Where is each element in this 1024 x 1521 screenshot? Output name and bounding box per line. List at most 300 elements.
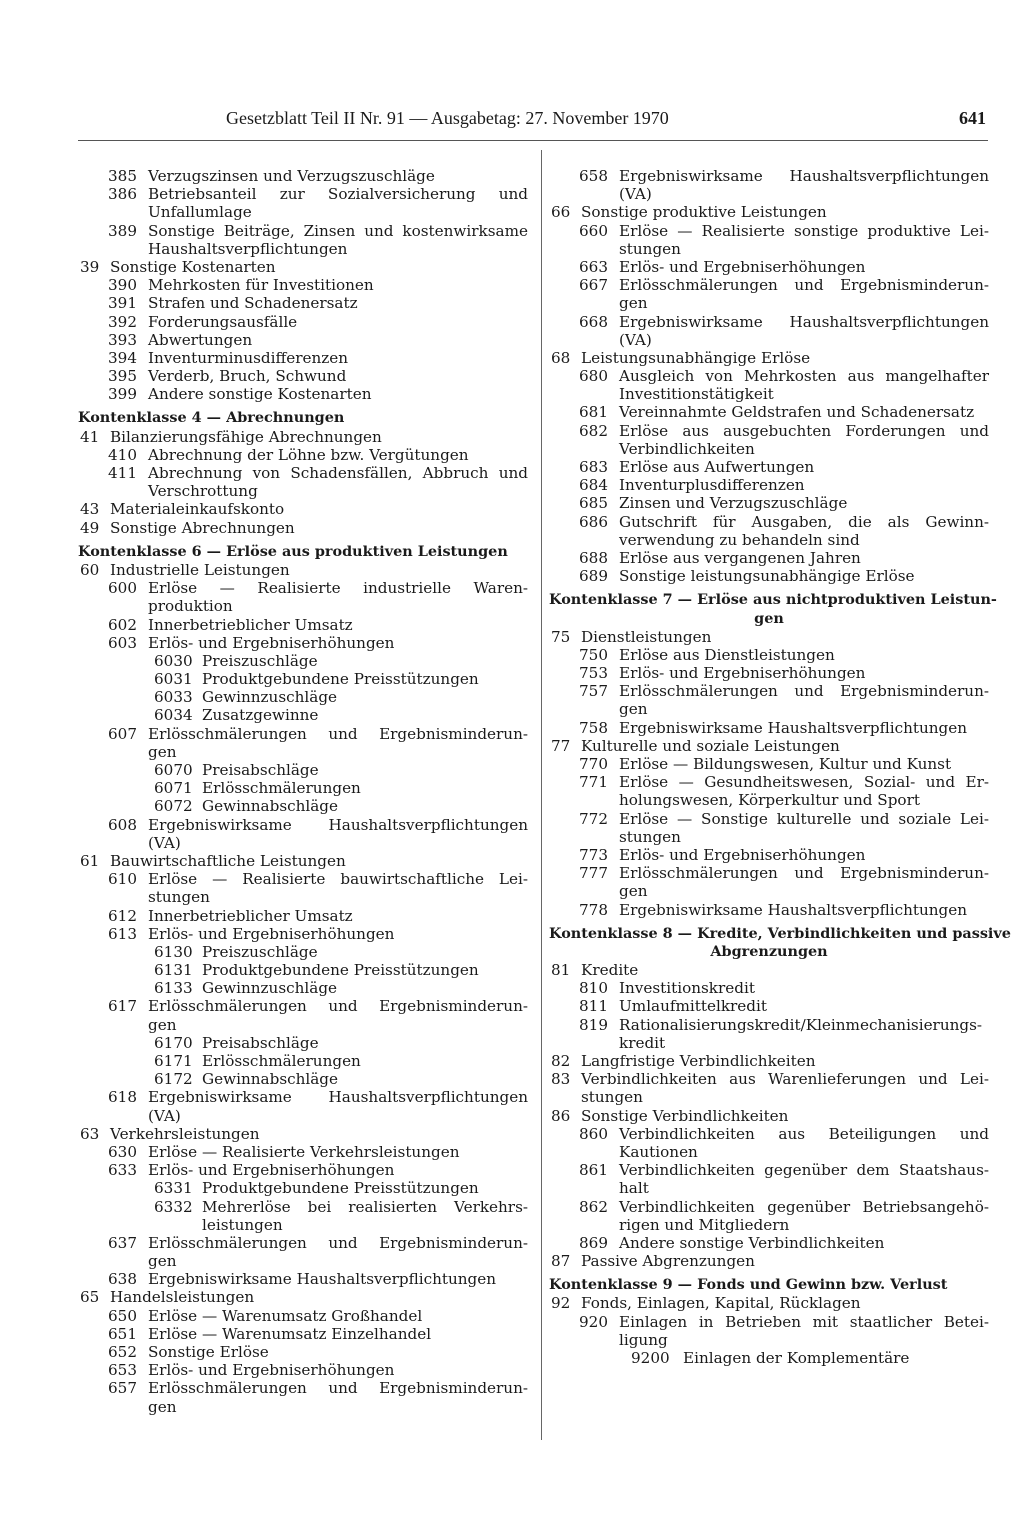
account-entry-continuation bbox=[78, 1107, 528, 1125]
account-label: Sonstige Beiträge, Zinsen und kostenwirksame bbox=[148, 221, 528, 240]
account-label: Ergebniswirksame Haushaltsverpflichtungen bbox=[148, 1270, 497, 1289]
account-label: Produktgebundene Preisstützungen bbox=[202, 670, 479, 689]
account-entry bbox=[78, 222, 528, 240]
account-number: 684 bbox=[579, 476, 608, 495]
account-number: 617 bbox=[108, 997, 137, 1016]
account-entry-continuation bbox=[78, 834, 528, 852]
account-number: 65 bbox=[80, 1288, 100, 1307]
account-number: 389 bbox=[108, 221, 137, 240]
account-label: Erlöse aus Aufwertungen bbox=[619, 458, 815, 476]
account-entry-continuation bbox=[549, 240, 989, 258]
account-label: (VA) bbox=[619, 330, 652, 349]
account-number: 6332 bbox=[154, 1197, 193, 1216]
account-label: Andere sonstige Verbindlichkeiten bbox=[619, 1233, 885, 1252]
account-entry bbox=[78, 276, 528, 294]
account-entry bbox=[549, 1016, 989, 1034]
account-label: Gewinnabschläge bbox=[202, 1070, 339, 1089]
account-label: Abwertungen bbox=[148, 330, 253, 349]
account-label: Erlöse — Realisierte industrielle Waren- bbox=[148, 579, 528, 598]
account-number: 610 bbox=[108, 870, 137, 889]
account-label: Preiszuschläge bbox=[202, 942, 318, 961]
account-label: Ergebniswirksame Haushaltsverpflichtungen bbox=[619, 718, 968, 737]
account-label: Verschrottung bbox=[148, 482, 258, 501]
account-entry bbox=[78, 1161, 528, 1179]
account-number: 6171 bbox=[154, 1052, 193, 1070]
account-label: Dienstleistungen bbox=[581, 627, 712, 646]
account-entry bbox=[78, 652, 528, 670]
account-number: 920 bbox=[579, 1312, 608, 1331]
account-entry bbox=[549, 403, 989, 421]
account-label: Vereinnahmte Geldstrafen und Schadenersatz bbox=[619, 403, 975, 422]
account-entry bbox=[78, 1379, 528, 1397]
account-label: Erlös- und Ergebniserhöhungen bbox=[148, 633, 395, 652]
account-entry bbox=[78, 706, 528, 724]
account-entry bbox=[78, 1052, 528, 1070]
account-label: Umlaufmittelkredit bbox=[619, 997, 767, 1016]
account-entry bbox=[549, 1349, 989, 1367]
account-label: Erlös- und Ergebniserhöhungen bbox=[148, 924, 395, 943]
account-label: Mehrkosten für Investitionen bbox=[148, 276, 374, 295]
account-entry-continuation bbox=[549, 331, 989, 349]
right-column bbox=[549, 167, 1011, 1367]
account-number: 652 bbox=[108, 1343, 137, 1361]
account-number: 392 bbox=[108, 312, 137, 331]
heading-text: Kontenklasse 8 — Kredite, Verbindlichkeiten und passive bbox=[549, 924, 1011, 942]
account-label: Passive Abgrenzungen bbox=[581, 1252, 755, 1271]
heading-text: Kontenklasse 4 — Abrechnungen bbox=[78, 409, 345, 427]
account-entry-continuation bbox=[78, 203, 528, 221]
account-number: 81 bbox=[551, 961, 571, 980]
account-entry bbox=[78, 1198, 528, 1216]
account-label: Haushaltsverpflichtungen bbox=[148, 239, 348, 258]
account-number: 82 bbox=[551, 1052, 571, 1070]
account-number: 411 bbox=[108, 464, 137, 482]
heading-text: Abgrenzungen bbox=[710, 942, 828, 960]
account-number: 633 bbox=[108, 1161, 137, 1180]
account-label: Unfallumlage bbox=[148, 203, 252, 222]
account-label: Abrechnung von Schadensfällen, Abbruch und bbox=[148, 464, 528, 482]
header-title: Gesetzblatt Teil II Nr. 91 — Ausgabetag: 27. November 1970 bbox=[226, 108, 669, 128]
account-entry bbox=[78, 1307, 528, 1325]
account-number: 6170 bbox=[154, 1033, 193, 1052]
account-label: Erlöse — Sonstige kulturelle und soziale Lei- bbox=[619, 809, 989, 828]
account-label: Gutschrift für Ausgaben, die als Gewinn- bbox=[619, 512, 989, 531]
account-number: 778 bbox=[579, 900, 608, 919]
account-number: 650 bbox=[108, 1306, 137, 1325]
account-entry bbox=[549, 664, 989, 682]
account-entry bbox=[78, 331, 528, 349]
account-number: 753 bbox=[579, 664, 608, 683]
account-label: Strafen und Schadenersatz bbox=[148, 294, 358, 313]
account-label: Erlösschmälerungen und Ergebnisminderun- bbox=[148, 1379, 528, 1398]
account-number: 862 bbox=[579, 1197, 608, 1216]
account-entry bbox=[549, 773, 989, 791]
account-number: 681 bbox=[579, 403, 608, 422]
account-label: Gewinnzuschläge bbox=[202, 688, 338, 707]
account-entry bbox=[78, 1070, 528, 1088]
account-label: Erlösschmälerungen und Ergebnisminderun- bbox=[619, 682, 989, 701]
account-entry bbox=[78, 1270, 528, 1288]
account-number: 689 bbox=[579, 567, 608, 586]
account-label: Betriebsanteil zur Sozialversicherung und bbox=[148, 185, 528, 204]
account-entry bbox=[549, 567, 989, 585]
account-number: 777 bbox=[579, 864, 608, 883]
account-entry bbox=[549, 979, 989, 997]
account-label: Bauwirtschaftliche Leistungen bbox=[110, 851, 346, 870]
account-number: 75 bbox=[551, 627, 571, 646]
account-label: gen bbox=[148, 1397, 177, 1416]
account-label: Sonstige Verbindlichkeiten bbox=[581, 1106, 789, 1125]
account-entry bbox=[78, 313, 528, 331]
account-label: Industrielle Leistungen bbox=[110, 560, 290, 579]
heading-text: Kontenklasse 6 — Erlöse aus produktiven Leistungen bbox=[78, 542, 508, 560]
account-entry bbox=[78, 561, 528, 579]
account-number: 663 bbox=[579, 257, 608, 276]
account-entry bbox=[549, 1252, 989, 1270]
account-entry bbox=[549, 167, 989, 185]
account-label: Verkehrsleistungen bbox=[110, 1124, 260, 1143]
account-number: 683 bbox=[579, 458, 608, 476]
section-heading bbox=[549, 943, 989, 961]
account-number: 608 bbox=[108, 815, 137, 834]
account-entry-continuation bbox=[549, 294, 989, 312]
account-label: Erlösschmälerungen bbox=[202, 1052, 361, 1070]
account-entry-continuation bbox=[549, 185, 989, 203]
account-label: stungen bbox=[619, 827, 681, 846]
account-entry bbox=[549, 258, 989, 276]
account-number: 685 bbox=[579, 494, 608, 513]
account-label: Einlagen in Betrieben mit staatlicher Betei- bbox=[619, 1312, 989, 1331]
account-label: stungen bbox=[581, 1088, 643, 1107]
account-entry bbox=[78, 385, 528, 403]
account-number: 772 bbox=[579, 809, 608, 828]
account-number: 6331 bbox=[154, 1179, 193, 1198]
account-label: Innerbetrieblicher Umsatz bbox=[148, 615, 353, 634]
account-label: stungen bbox=[619, 239, 681, 258]
account-number: 393 bbox=[108, 330, 137, 349]
heading-text: Kontenklasse 9 — Fonds und Gewinn bzw. Verlust bbox=[549, 1276, 948, 1294]
account-entry-continuation bbox=[549, 1143, 989, 1161]
account-number: 860 bbox=[579, 1124, 608, 1143]
account-entry bbox=[549, 846, 989, 864]
account-entry bbox=[78, 1179, 528, 1197]
account-number: 6071 bbox=[154, 779, 193, 798]
account-label: Erlös- und Ergebniserhöhungen bbox=[148, 1161, 395, 1180]
account-entry bbox=[78, 185, 528, 203]
account-number: 861 bbox=[579, 1161, 608, 1180]
account-entry bbox=[549, 682, 989, 700]
account-label: Ergebniswirksame Haushaltsverpflichtungen bbox=[619, 900, 968, 919]
account-number: 92 bbox=[551, 1294, 571, 1313]
account-entry-continuation bbox=[549, 828, 989, 846]
account-label: verwendung zu behandeln sind bbox=[619, 530, 860, 549]
account-label: Zinsen und Verzugszuschläge bbox=[619, 494, 848, 513]
account-entry bbox=[549, 276, 989, 294]
account-entry bbox=[549, 901, 989, 919]
account-number: 651 bbox=[108, 1324, 137, 1343]
account-entry-continuation bbox=[78, 1216, 528, 1234]
account-number: 83 bbox=[551, 1070, 571, 1089]
account-entry bbox=[78, 1143, 528, 1161]
account-number: 680 bbox=[579, 367, 608, 386]
account-entry bbox=[78, 1288, 528, 1306]
account-number: 757 bbox=[579, 682, 608, 701]
page-number: 641 bbox=[959, 108, 986, 128]
account-label: Erlöse — Realisierte bauwirtschaftliche Lei- bbox=[148, 870, 528, 889]
section-heading bbox=[549, 610, 989, 628]
account-number: 603 bbox=[108, 633, 137, 652]
section-heading bbox=[549, 924, 1011, 943]
page-header bbox=[226, 108, 986, 136]
account-entry-continuation bbox=[549, 440, 989, 458]
account-number: 399 bbox=[108, 385, 137, 404]
account-number: 682 bbox=[579, 421, 608, 440]
account-label: Ergebniswirksame Haushaltsverpflichtungen bbox=[619, 312, 989, 331]
account-label: Handelsleistungen bbox=[110, 1288, 255, 1307]
account-entry bbox=[78, 852, 528, 870]
account-entry bbox=[549, 1234, 989, 1252]
account-entry bbox=[549, 549, 989, 567]
account-label: ligung bbox=[619, 1330, 668, 1349]
account-label: Fonds, Einlagen, Kapital, Rücklagen bbox=[581, 1294, 861, 1313]
account-label: Verbindlichkeiten aus Beteiligungen und bbox=[619, 1124, 989, 1143]
section-heading bbox=[549, 591, 997, 609]
section-heading bbox=[549, 1276, 989, 1294]
account-entry bbox=[78, 1325, 528, 1343]
account-number: 869 bbox=[579, 1233, 608, 1252]
account-number: 773 bbox=[579, 845, 608, 864]
account-entry bbox=[78, 925, 528, 943]
account-number: 43 bbox=[80, 500, 100, 519]
account-number: 6172 bbox=[154, 1070, 193, 1089]
account-entry bbox=[549, 1070, 989, 1088]
account-number: 87 bbox=[551, 1252, 571, 1271]
account-label: Gewinnzuschläge bbox=[202, 979, 338, 998]
account-entry bbox=[549, 1125, 989, 1143]
account-number: 688 bbox=[579, 548, 608, 567]
account-entry bbox=[78, 797, 528, 815]
header-rule bbox=[78, 140, 988, 141]
section-heading bbox=[78, 543, 528, 561]
account-label: Sonstige Abrechnungen bbox=[110, 518, 295, 537]
account-label: (VA) bbox=[619, 185, 652, 204]
account-entry-continuation bbox=[549, 1179, 989, 1197]
column-separator bbox=[541, 150, 542, 1440]
account-entry bbox=[549, 997, 989, 1015]
account-label: Innerbetrieblicher Umsatz bbox=[148, 906, 353, 925]
account-entry-continuation bbox=[549, 385, 989, 403]
account-label: Leistungsunabhängige Erlöse bbox=[581, 348, 811, 367]
account-entry bbox=[78, 634, 528, 652]
account-entry bbox=[549, 222, 989, 240]
account-label: Preiszuschläge bbox=[202, 651, 318, 670]
account-number: 750 bbox=[579, 645, 608, 664]
account-label: produktion bbox=[148, 597, 233, 616]
account-label: Erlösschmälerungen bbox=[202, 779, 361, 798]
account-number: 758 bbox=[579, 718, 608, 737]
account-label: Ausgleich von Mehrkosten aus mangelhafter bbox=[619, 367, 989, 386]
account-label: stungen bbox=[148, 888, 210, 907]
account-entry-continuation bbox=[549, 1216, 989, 1234]
account-number: 63 bbox=[80, 1124, 100, 1143]
account-number: 600 bbox=[108, 579, 137, 598]
account-label: Sonstige produktive Leistungen bbox=[581, 203, 827, 222]
account-entry bbox=[78, 500, 528, 518]
account-number: 68 bbox=[551, 348, 571, 367]
account-label: halt bbox=[619, 1179, 649, 1198]
account-label: Kulturelle und soziale Leistungen bbox=[581, 736, 840, 755]
account-label: Verbindlichkeiten gegenüber dem Staatshaus- bbox=[619, 1161, 989, 1180]
account-label: Erlös- und Ergebniserhöhungen bbox=[619, 845, 866, 864]
account-number: 602 bbox=[108, 615, 137, 634]
account-entry bbox=[549, 1161, 989, 1179]
account-entry-continuation bbox=[78, 1016, 528, 1034]
account-entry-continuation bbox=[549, 1034, 989, 1052]
account-entry-continuation bbox=[549, 1088, 989, 1106]
account-entry-continuation bbox=[549, 531, 989, 549]
account-number: 686 bbox=[579, 512, 608, 531]
account-entry bbox=[549, 737, 989, 755]
account-entry bbox=[78, 579, 528, 597]
account-label: gen bbox=[148, 1015, 177, 1034]
account-label: Bilanzierungsfähige Abrechnungen bbox=[110, 427, 382, 446]
account-number: 6130 bbox=[154, 942, 193, 961]
account-label: leistungen bbox=[202, 1215, 283, 1234]
section-heading bbox=[78, 409, 528, 427]
account-entry bbox=[78, 294, 528, 312]
account-number: 39 bbox=[80, 257, 100, 276]
account-label: (VA) bbox=[148, 1106, 181, 1125]
account-number: 667 bbox=[579, 276, 608, 295]
account-entry bbox=[78, 258, 528, 276]
account-number: 653 bbox=[108, 1361, 137, 1380]
account-entry bbox=[78, 616, 528, 634]
account-entry bbox=[78, 464, 528, 482]
account-number: 819 bbox=[579, 1015, 608, 1034]
account-number: 638 bbox=[108, 1270, 137, 1289]
account-entry bbox=[78, 1343, 528, 1361]
account-entry-continuation bbox=[549, 1331, 989, 1349]
account-label: Sonstige Erlöse bbox=[148, 1343, 269, 1361]
left-column bbox=[78, 167, 528, 1416]
account-number: 637 bbox=[108, 1233, 137, 1252]
account-number: 6131 bbox=[154, 961, 193, 980]
account-entry bbox=[78, 761, 528, 779]
account-entry bbox=[78, 979, 528, 997]
account-label: Andere sonstige Kostenarten bbox=[148, 385, 372, 404]
account-number: 66 bbox=[551, 203, 571, 222]
account-number: 770 bbox=[579, 755, 608, 773]
account-entry bbox=[549, 458, 989, 476]
account-entry bbox=[78, 779, 528, 797]
account-label: Kredite bbox=[581, 961, 639, 980]
account-label: Verzugszinsen und Verzugszuschläge bbox=[148, 167, 435, 185]
account-label: Mehrerlöse bei realisierten Verkehrs- bbox=[202, 1197, 528, 1216]
account-label: Verbindlichkeiten gegenüber Betriebsangehö- bbox=[619, 1197, 989, 1216]
account-label: Erlöse — Realisierte Verkehrsleistungen bbox=[148, 1142, 460, 1161]
account-number: 810 bbox=[579, 979, 608, 998]
account-number: 658 bbox=[579, 167, 608, 185]
account-number: 86 bbox=[551, 1106, 571, 1125]
account-label: Langfristige Verbindlichkeiten bbox=[581, 1052, 816, 1070]
account-number: 77 bbox=[551, 736, 571, 755]
account-label: gen bbox=[619, 700, 648, 719]
account-label: Verbindlichkeiten aus Warenlieferungen und Lei- bbox=[581, 1070, 989, 1089]
account-label: Erlöse — Gesundheitswesen, Sozial- und Er- bbox=[619, 773, 989, 792]
account-number: 613 bbox=[108, 924, 137, 943]
account-entry bbox=[78, 519, 528, 537]
account-entry bbox=[78, 349, 528, 367]
account-number: 49 bbox=[80, 518, 100, 537]
account-number: 394 bbox=[108, 348, 137, 367]
account-label: Erlösschmälerungen und Ergebnisminderun- bbox=[619, 276, 989, 295]
account-entry-continuation bbox=[78, 888, 528, 906]
account-entry-continuation bbox=[549, 700, 989, 718]
account-entry bbox=[549, 628, 989, 646]
account-entry bbox=[549, 513, 989, 531]
account-entry bbox=[78, 997, 528, 1015]
account-label: Produktgebundene Preisstützungen bbox=[202, 1179, 479, 1198]
account-entry bbox=[78, 907, 528, 925]
account-number: 668 bbox=[579, 312, 608, 331]
account-entry bbox=[549, 864, 989, 882]
account-entry bbox=[549, 755, 989, 773]
account-label: Erlösschmälerungen und Ergebnisminderun- bbox=[148, 1233, 528, 1252]
account-label: Sonstige Kostenarten bbox=[110, 257, 276, 276]
account-label: gen bbox=[619, 294, 648, 313]
account-label: Erlös- und Ergebniserhöhungen bbox=[619, 664, 866, 683]
account-label: Erlös- und Ergebniserhöhungen bbox=[619, 257, 866, 276]
account-entry bbox=[549, 422, 989, 440]
account-entry bbox=[78, 670, 528, 688]
account-label: Ergebniswirksame Haushaltsverpflichtungen bbox=[619, 167, 989, 185]
account-label: Inventurminusdifferenzen bbox=[148, 348, 349, 367]
account-label: Preisabschläge bbox=[202, 761, 319, 779]
account-label: Erlösschmälerungen und Ergebnisminderun- bbox=[148, 724, 528, 743]
account-number: 660 bbox=[579, 221, 608, 240]
account-entry bbox=[78, 870, 528, 888]
account-number: 6133 bbox=[154, 979, 193, 998]
account-label: Forderungsausfälle bbox=[148, 312, 298, 331]
account-number: 6030 bbox=[154, 651, 193, 670]
account-number: 41 bbox=[80, 427, 100, 446]
account-entry bbox=[549, 349, 989, 367]
account-entry bbox=[549, 476, 989, 494]
account-label: Abrechnung der Löhne bzw. Vergütungen bbox=[148, 445, 469, 464]
account-number: 6033 bbox=[154, 688, 193, 707]
account-label: Investitionskredit bbox=[619, 979, 755, 998]
account-label: Erlösschmälerungen und Ergebnisminderun- bbox=[148, 997, 528, 1016]
account-label: gen bbox=[619, 882, 648, 901]
account-label: Kautionen bbox=[619, 1142, 698, 1161]
account-number: 395 bbox=[108, 367, 137, 386]
heading-text: gen bbox=[754, 609, 784, 627]
account-entry bbox=[78, 446, 528, 464]
account-number: 657 bbox=[108, 1379, 137, 1398]
account-label: rigen und Mitgliedern bbox=[619, 1215, 790, 1234]
account-label: Verbindlichkeiten bbox=[619, 439, 755, 458]
account-label: Einlagen der Komplementäre bbox=[683, 1349, 910, 1367]
account-label: Erlöse — Warenumsatz Einzelhandel bbox=[148, 1324, 432, 1343]
account-entry bbox=[549, 494, 989, 512]
account-entry bbox=[549, 1107, 989, 1125]
account-number: 385 bbox=[108, 167, 137, 185]
account-entry bbox=[549, 313, 989, 331]
account-entry bbox=[549, 1198, 989, 1216]
account-number: 6072 bbox=[154, 797, 193, 816]
account-entry bbox=[78, 1234, 528, 1252]
account-label: (VA) bbox=[148, 833, 181, 852]
